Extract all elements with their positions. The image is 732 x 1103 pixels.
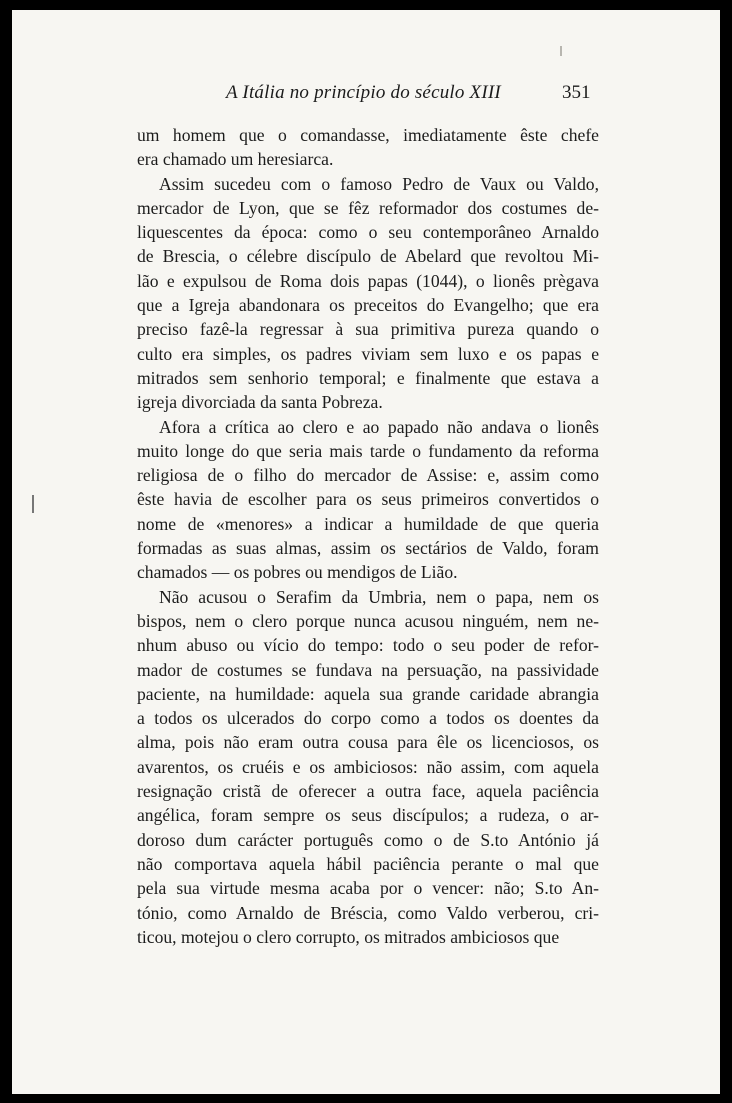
text-line: alma, pois não eram outra cousa para êle os licenciosos, os [137, 732, 599, 753]
text-line: culto era simples, os padres viviam sem luxo e os papas e [137, 343, 599, 364]
text-line: Afora a crítica ao clero e ao papado não andava o lionês [159, 416, 599, 437]
text-line: mador de costumes se fundava na persuação, na passividade [137, 659, 599, 680]
text-line: Não acusou o Serafim da Umbria, nem o papa, nem os [159, 586, 599, 607]
text-line: a todos os ulcerados do corpo como a todos os doentes da [137, 708, 599, 729]
text-line: nhum abuso ou vício do tempo: todo o seu poder de refor- [137, 635, 599, 656]
page-number: 351 [562, 82, 591, 103]
paragraph [137, 585, 599, 949]
margin-mark [32, 495, 34, 513]
running-title: A Itália no princípio do século XIII [226, 82, 501, 103]
text-line: resignação cristã de oferecer a outra face, aquela paciência [137, 781, 599, 802]
text-line: de Brescia, o célebre discípulo de Abelard que revoltou Mi- [137, 246, 599, 267]
text-line: ticou, motejou o clero corrupto, os mitrados ambiciosos que [137, 926, 560, 947]
text-line: nome de «menores» a indicar a humildade de que queria [137, 513, 599, 534]
text-line: que a Igreja abandonara os preceitos do Evangelho; que era [137, 295, 599, 316]
text-line: mercador de Lyon, que se fêz reformador dos costumes de- [137, 197, 599, 218]
paragraph [137, 123, 599, 172]
scan-speck [560, 46, 562, 56]
text-line: era chamado um heresiarca. [137, 149, 334, 170]
text-line: avarentos, os cruéis e os ambiciosos: não assim, com aquela [137, 756, 599, 777]
text-line: doroso dum carácter português como o de S.to António já [137, 829, 599, 850]
text-line: formadas as suas almas, assim os sectários de Valdo, foram [137, 538, 599, 559]
body-text [137, 123, 599, 949]
text-line: preciso fazê-la regressar à sua primitiva pureza quando o [137, 319, 599, 340]
text-line: lão e expulsou de Roma dois papas (1044), o lionês prègava [137, 270, 599, 291]
text-line: um homem que o comandasse, imediatamente êste chefe [137, 125, 599, 145]
text-line: bispos, nem o clero porque nunca acusou ninguém, nem ne- [137, 610, 599, 631]
text-line: mitrados sem senhorio temporal; e finalmente que estava a [137, 367, 599, 388]
text-line: chamados — os pobres ou mendigos de Lião. [137, 562, 458, 583]
text-line: angélica, foram sempre os seus discípulos; a rudeza, o ar- [137, 805, 599, 826]
text-line: pela sua virtude mesma acaba por o vencer: não; S.to An- [137, 878, 599, 899]
text-line: Assim sucedeu com o famoso Pedro de Vaux ou Valdo, [159, 173, 599, 194]
text-line: tónio, como Arnaldo de Bréscia, como Valdo verberou, cri- [137, 902, 599, 923]
text-line: igreja divorciada da santa Pobreza. [137, 392, 383, 413]
text-line: paciente, na humildade: aquela sua grande caridade abrangia [137, 683, 599, 704]
text-line: religiosa de o filho do mercador de Assise: e, assim como [137, 465, 599, 486]
paragraph [137, 415, 599, 585]
text-line: liquescentes da época: como o seu contemporâneo Arnaldo [137, 222, 599, 243]
book-page [12, 10, 720, 1094]
paragraph [137, 172, 599, 415]
text-line: êste havia de escolher para os seus primeiros convertidos o [137, 489, 599, 510]
text-line: muito longe do que seria mais tarde o fundamento da reforma [137, 440, 599, 461]
page-header [12, 82, 720, 112]
text-line: não comportava aquela hábil paciência perante o mal que [137, 853, 599, 874]
